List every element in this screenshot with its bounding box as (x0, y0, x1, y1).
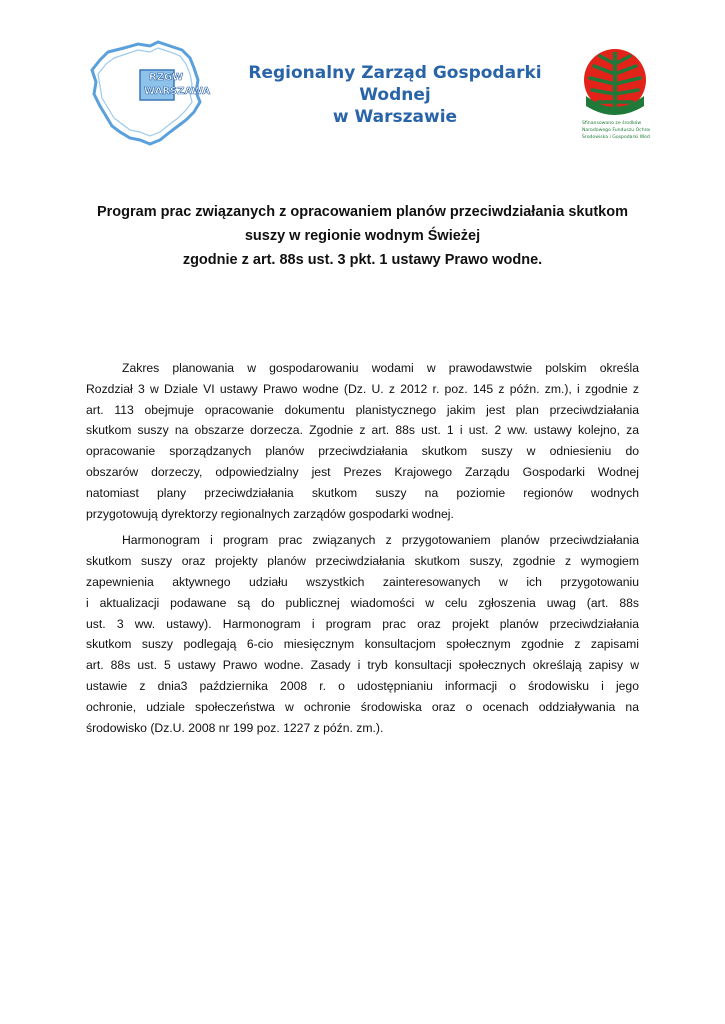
paragraph-line: art. 88s ust. 5 ustawy Prawo wodne. Zasady i tryb konsultacji społecznych określają zapisy w (86, 658, 639, 673)
paragraph-line: skutkom suszy podlegają 6-cio miesięcznym konsultacjom społecznym zgodnie z zapisami (86, 637, 639, 652)
paragraph-line: art. 113 obejmuje opracowanie dokumentu planistycznego jakim jest plan przeciwdziałania (86, 402, 639, 417)
paragraph-line: przygotowują dyrektorzy regionalnych zarządów gospodarki wodnej. (86, 506, 454, 521)
organization-title-line1: Regionalny Zarząd Gospodarki Wodnej (248, 63, 542, 105)
document-body (86, 358, 639, 744)
paragraph-line: ustawie z dnia3 października 2008 r. o udostępnianiu informacji o środowisku i jego (86, 678, 639, 693)
paragraph-2 (86, 530, 639, 738)
paragraph-1 (86, 358, 639, 524)
rzgw-logo-line1: RZGW (149, 72, 184, 83)
organization-title (210, 62, 580, 128)
paragraph-line: natomiast plany przeciwdziałania skutkom suszy na poziomie regionów wodnych (86, 485, 639, 500)
paragraph-line: ochronie, udziale społeczeństwa w ochronie środowiska oraz o ocenach oddziaływania na (86, 699, 639, 714)
nfosigw-caption-line1: Sfinansowano ze środków (582, 121, 642, 126)
nfosigw-logo (580, 44, 650, 148)
rzgw-logo-line2: WARSZAWA (144, 86, 211, 97)
organization-title-line2: w Warszawie (332, 107, 458, 127)
paragraph-line: zapewnienia aktywnego udziału wszystkich zainteresowanych w ich przygotowaniu (86, 574, 639, 589)
paragraph-line: opracowanie sporządzanych planów przeciwdziałania skutkom suszy w odniesieniu do (86, 444, 639, 459)
paragraph-line: obszarów dorzeczy, odpowiedzialny jest Prezes Krajowego Zarządu Gospodarki Wodnej (86, 464, 639, 479)
document-title-line3: zgodnie z art. 88s ust. 3 pkt. 1 ustawy Prawo wodne. (182, 252, 543, 268)
document-title (60, 200, 665, 272)
paragraph-line: skutkom suszy oraz projekty planów przeciwdziałania skutkom suszy, zgodnie z wymogiem (86, 554, 639, 569)
paragraph-line: Rozdział 3 w Dziale VI ustawy Prawo wodne (Dz. U. z 2012 r. poz. 145 z późn. zm.), i zgodnie z (86, 381, 639, 396)
document-title-line1: Program prac związanych z opracowaniem planów przeciwdziałania skutkom (96, 204, 628, 220)
rzgw-logo (86, 40, 226, 148)
paragraph-line: środowisko (Dz.U. 2008 nr 199 poz. 1227 z późn. zm.). (86, 720, 384, 735)
document-title-line2: suszy w regionie wodnym Świeżej (244, 228, 481, 244)
nfosigw-tree-logo-icon (580, 44, 650, 148)
page-header (0, 0, 725, 170)
nfosigw-caption-line2: Narodowego Funduszu Ochrony (582, 128, 650, 133)
poland-map-logo-icon (86, 40, 226, 148)
paragraph-line: Zakres planowania w gospodarowaniu wodami w prawodawstwie polskim określa (122, 361, 639, 375)
nfosigw-caption-line3: Środowiska i Gospodarki Wodnej (582, 135, 650, 140)
paragraph-line: i aktualizacji podawane są do publicznej wiadomości w celu zgłoszenia uwag (art. 88s (86, 595, 639, 610)
paragraph-line: skutkom suszy na obszarze dorzecza. Zgodnie z art. 88s ust. 1 i ust. 2 ww. ustawy kolejno, za (86, 423, 639, 438)
paragraph-line: Harmonogram i program prac związanych z przygotowaniem planów przeciwdziałania (122, 533, 639, 548)
paragraph-line: ust. 3 ww. ustawy). Harmonogram i program prac oraz projekt planów przeciwdziałania (86, 616, 639, 631)
